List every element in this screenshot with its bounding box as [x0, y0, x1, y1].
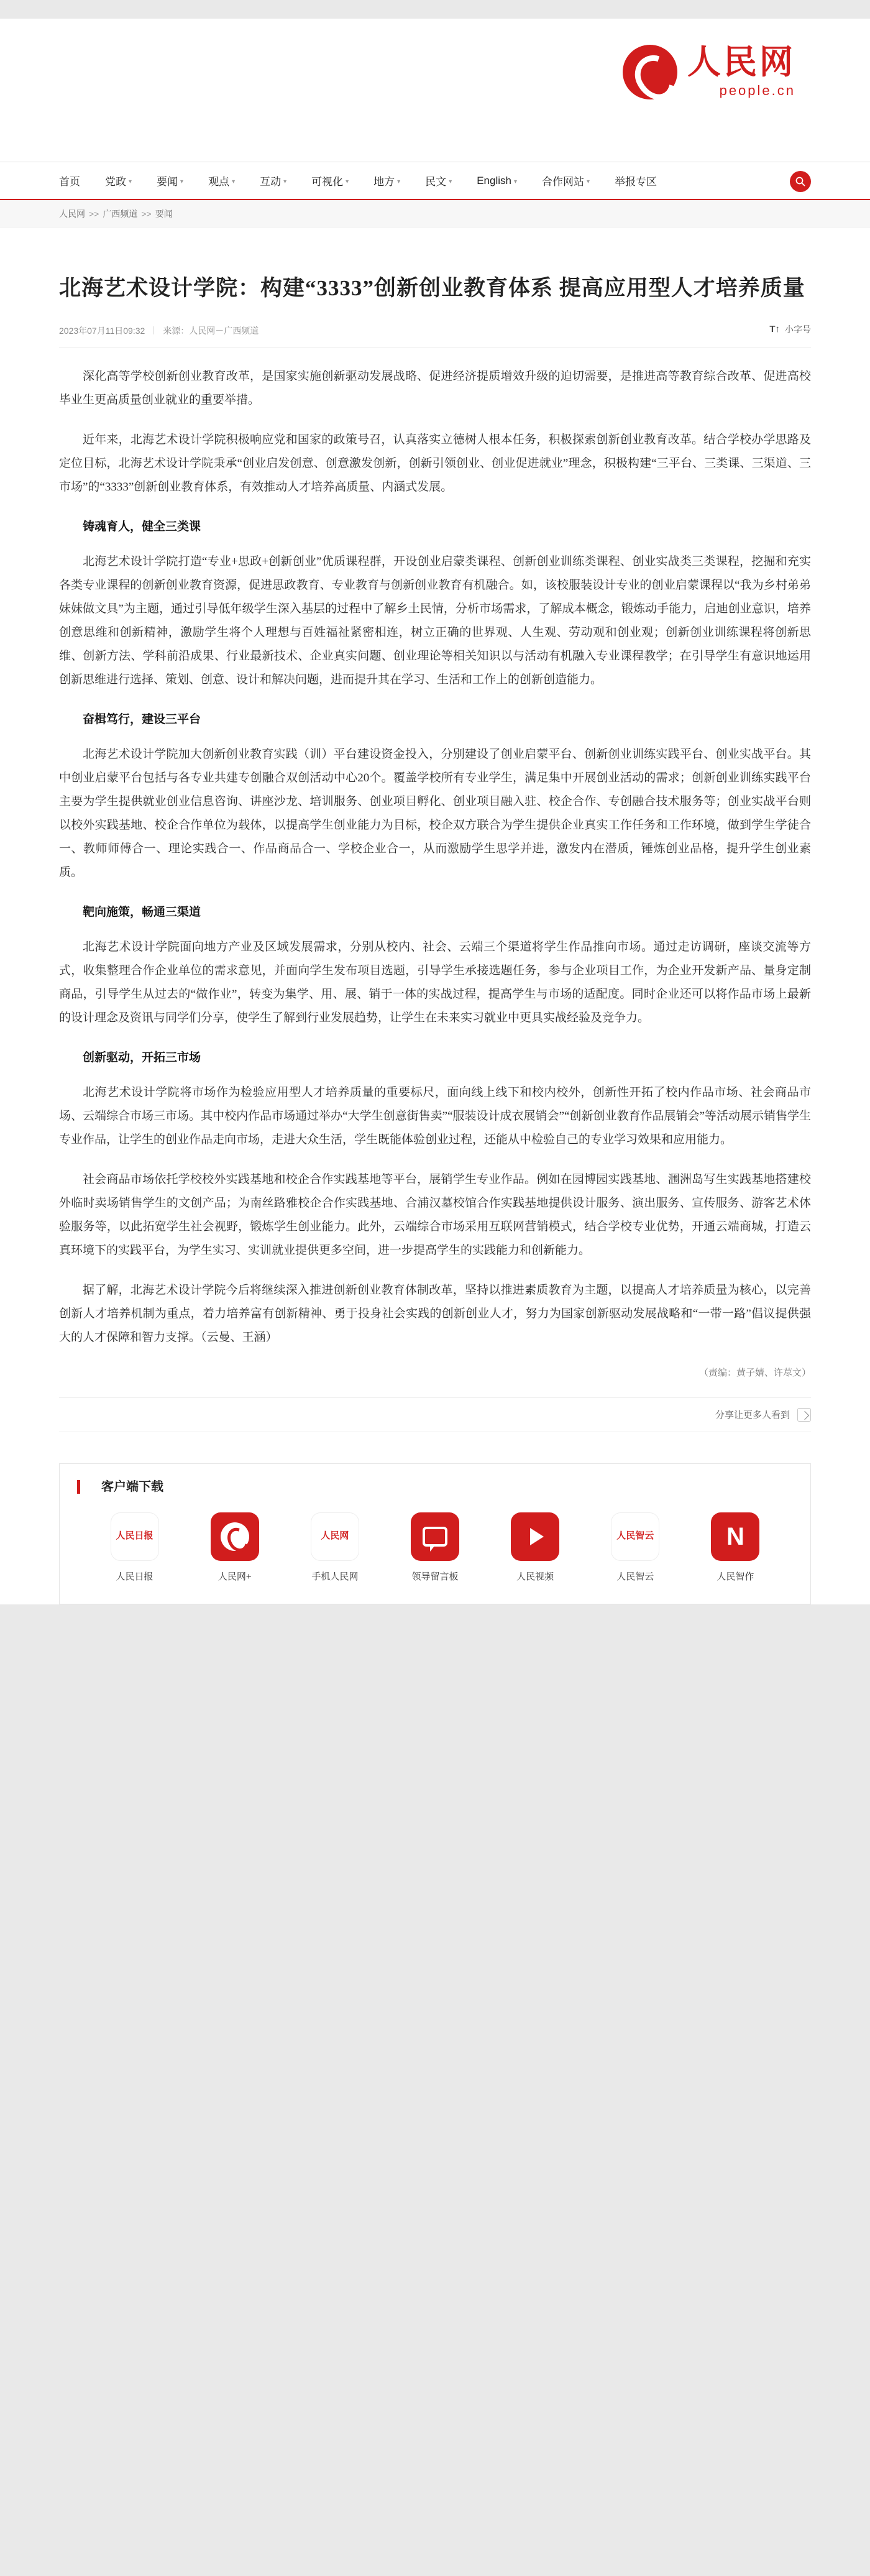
paragraph: 近年来，北海艺术设计学院积极响应党和国家的政策号召，认真落实立德树人根本任务，积极探索创新创业教育改革。结合学校办学思路及定位目标，北海艺术设计学院秉承“创业启发创意、创意激发创新，创新引领创业、创业促进就业”理念，积极构建“三平台、三类课、三渠道、三市场”的“3333”创新创业教育体系，有效推动人才培养高质量、内涵式发展。: [59, 433, 811, 494]
breadcrumb-item-1[interactable]: 广西频道: [103, 208, 138, 219]
nav-label: 可视化: [311, 176, 344, 188]
app-item-people-zhiyun[interactable]: [592, 1512, 679, 1583]
app-item-people-zhizuo[interactable]: [692, 1512, 779, 1583]
app-label: 领导留言板: [411, 1571, 459, 1582]
nav-item-hezuowangzhan[interactable]: [542, 173, 590, 188]
chevron-down-icon: ▾: [397, 178, 401, 185]
people-video-icon: [511, 1512, 559, 1561]
app-item-mobile-people[interactable]: [291, 1512, 378, 1583]
nav-item-guandian[interactable]: [208, 173, 235, 188]
mobile-people-icon: [311, 1512, 359, 1561]
section-subheading: 奋楫笃行，建设三平台: [83, 712, 201, 726]
breadcrumb: [0, 200, 870, 228]
share-label: 分享让更多人看到: [715, 1410, 790, 1421]
paragraph: 北海艺术设计学院面向地方产业及区域发展需求，分别从校内、社会、云端三个渠道将学生作品推向市场。通过走访调研，座谈交流等方式，收集整理合作企业单位的需求意见，并面向学生发布项目选题，引导学生承接选题任务，参与企业项目工作，为企业开发新产品、量身定制商品，引导学生从过去的“做作业”，转变为集学、用、展、销于一体的实战过程，提高学生与市场的适配度。同时企业还可以将作品市场上最新的设计理念及资讯与同学们分享，使学生了解到行业发展趋势，让学生在未来实习就业中更具实战经验及竞争力。: [59, 940, 811, 1024]
chevron-down-icon: ▾: [180, 178, 184, 185]
renmin-ribao-icon-glyph: 人民日报: [116, 1530, 153, 1541]
chevron-down-icon: ▾: [513, 178, 518, 185]
meta-divider: [153, 326, 154, 334]
chevron-down-icon: ▾: [346, 178, 349, 185]
nav-label: English: [477, 174, 511, 186]
chevron-down-icon: ▾: [232, 178, 236, 185]
breadcrumb-item-2[interactable]: 要闻: [155, 208, 173, 219]
article-date: 2023年07月11日09:32: [59, 325, 145, 336]
article: [0, 242, 870, 1432]
nav-label: 合作网站: [542, 176, 585, 188]
editor-credit: （责编：黄子婧、许荩文）: [698, 1368, 811, 1378]
nav-item-english[interactable]: [477, 175, 517, 187]
app-item-message-board[interactable]: [392, 1512, 478, 1583]
play-icon: [530, 1528, 544, 1545]
app-label: 人民网+: [218, 1571, 252, 1582]
nav-item-hudong[interactable]: [260, 173, 286, 188]
chevron-down-icon: ▾: [449, 178, 452, 185]
top-spacer: [0, 0, 870, 19]
app-label: 人民视频: [516, 1571, 554, 1582]
main-nav: [0, 162, 870, 200]
article-source-label: 来源：: [163, 325, 190, 336]
chevron-down-icon: ▾: [129, 178, 132, 185]
site-frame: [0, 19, 870, 1604]
nav-label: 党政: [105, 176, 126, 188]
bottom-spacer: [0, 1642, 870, 1679]
section-subheading: 铸魂育人，健全三类课: [83, 520, 201, 533]
nav-item-jubaozhuanqu[interactable]: [615, 173, 657, 188]
nav-label: 举报专区: [615, 176, 657, 188]
paragraph: 北海艺术设计学院加大创新创业教育实践（训）平台建设资金投入，分别建设了创业启蒙平台、创新创业训练实践平台、创业实战平台。其中创业启蒙平台包括与各专业共建专创融合双创活动中心20个。覆盖学校所有专业学生，满足集中开展创业活动的需求；创新创业训练实践平台主要为学生提供就业创业信息咨询、讲座沙龙、培训服务、创业项目孵化、创业项目融入驻、校企合作、专创融合技术服务等；创业实战平台则以校外实践基地、校企合作单位为载体，以提高学生创业能力为目标，校企双方联合为学生提供企业真实工作任务和工作环境，做到学生学徒合一、教师师傅合一、理论实践合一、作品商品合一、学校企业合一，从而激励学生思学并进，激发内在潜质，锤炼创业品格，提升学生创业素质。: [59, 747, 811, 879]
paragraph: 据了解，北海艺术设计学院今后将继续深入推进创新创业教育体制改革，坚持以推进素质教育为主题，以提高人才培养质量为核心，以完善创新人才培养机制为重点，着力培养富有创新精神、勇于投身社会实践的创新创业人才，努力为国家创新驱动发展战略和“一带一路”倡议提供强大的人才保障和智力支撑。（云曼、王涵）: [59, 1283, 811, 1344]
paragraph: 社会商品市场依托学校校外实践基地和校企合作实践基地等平台，展销学生专业作品。例如在园博园实践基地、涠洲岛写生实践基地搭建校外临时卖场销售学生的文创产品；为南丝路雅校企合作实践基地、合浦汉墓校馆合作实践基地提供设计服务、演出服务、宣传服务、游客艺术体验服务等，以此拓宽学生社会视野，锻炼学生创业能力。此外，云端综合市场采用互联网营销模式，结合学校专业优势，开通云端商城，打造云真环境下的实践平台，为学生实习、实训就业提供更多空间，进一步提高学生的实践能力和创新能力。: [59, 1172, 811, 1257]
share-bar[interactable]: [59, 1397, 811, 1432]
chevron-down-icon: ▾: [283, 178, 287, 185]
app-list: [60, 1512, 810, 1583]
paragraph: 北海艺术设计学院打造“专业+思政+创新创业”优质课程群，开设创业启蒙类课程、创新创业训练类课程、创业实战类三类课程，挖掘和充实各类专业课程的创新创业教育资源，促进思政教育、专业教育与创新创业教育有机融合。如，该校服装设计专业的创业启蒙课程以“我为乡村弟弟妹妹做文具”为主题，通过引导低年级学生深入基层的过程中了解乡土民情，分析市场需求，了解成本概念，锻炼动手能力，启迪创业意识，培养创意思维和创新精神，激励学生将个人理想与百姓福祉紧密相连，树立正确的世界观、人生观、劳动观和创业观；创新创业训练课程将创新思维、创新方法、学科前沿成果、行业最新技术、企业真实问题、创业理论等相关知识以与活动有机融入专业课程教学；在引导学生有意识地运用创新思维进行选择、策划、创意、设计和解决问题，进而提升其在学习、生活和工作上的创新创造能力。: [59, 554, 811, 686]
app-item-people-video[interactable]: [492, 1512, 579, 1583]
nav-label: 民文: [425, 176, 447, 188]
app-label: 人民智作: [717, 1571, 754, 1582]
people-cn-plus-mark: [221, 1522, 249, 1551]
logo-text-cn: 人民网: [687, 44, 795, 81]
app-item-renmin-ribao[interactable]: [91, 1512, 178, 1583]
share-icon[interactable]: [797, 1408, 811, 1422]
people-zhiyun-icon: [611, 1512, 659, 1561]
nav-item-minwen[interactable]: [425, 173, 452, 188]
app-label: 人民日报: [116, 1571, 153, 1582]
breadcrumb-separator: >>: [89, 208, 99, 219]
people-zhizuo-icon-glyph: N: [726, 1522, 744, 1550]
nav-item-dangzheng[interactable]: [105, 173, 132, 188]
font-size-icon: T↑: [769, 324, 780, 335]
search-button[interactable]: [790, 171, 811, 192]
font-size-control[interactable]: [769, 323, 811, 336]
article-body: [59, 365, 811, 1350]
people-logo-icon: [623, 45, 677, 99]
nav-label: 互动: [260, 176, 282, 188]
chevron-down-icon: ▾: [587, 178, 590, 185]
mobile-people-icon-glyph: 人民网: [321, 1530, 349, 1541]
site-header: [0, 19, 870, 162]
nav-label: 地方: [373, 176, 395, 188]
site-logo[interactable]: [623, 45, 795, 99]
nav-item-home[interactable]: [59, 173, 80, 188]
renmin-ribao-icon: [111, 1512, 159, 1561]
section-subheading: 靶向施策，畅通三渠道: [83, 905, 201, 919]
nav-label: 观点: [208, 176, 230, 188]
article-source: 人民网－广西频道: [189, 325, 259, 336]
app-download-section: [59, 1463, 811, 1604]
search-icon: [795, 176, 806, 187]
nav-item-yaowen[interactable]: [157, 173, 183, 188]
page-title: 北海艺术设计学院：构建“3333”创新创业教育体系 提高应用型人才培养质量: [59, 276, 805, 301]
nav-label: 首页: [59, 176, 80, 188]
nav-item-difang[interactable]: [373, 173, 400, 188]
section-subheading: 创新驱动，开拓三市场: [83, 1051, 201, 1064]
app-label: 手机人民网: [311, 1571, 359, 1582]
logo-text-en: people.cn: [719, 83, 795, 98]
article-meta: [59, 324, 811, 347]
people-zhizuo-icon: [711, 1512, 759, 1561]
app-label: 人民智云: [616, 1571, 654, 1582]
breadcrumb-item-0[interactable]: 人民网: [59, 208, 85, 219]
breadcrumb-separator: >>: [141, 208, 152, 219]
app-item-people-cn-plus[interactable]: [191, 1512, 278, 1583]
people-zhiyun-icon-glyph: 人民智云: [616, 1530, 654, 1541]
speech-bubble-icon: [423, 1527, 447, 1547]
nav-label: 要闻: [157, 176, 178, 188]
paragraph: 北海艺术设计学院将市场作为检验应用型人才培养质量的重要标尺，面向线上线下和校内校外，创新性开拓了校内作品市场、社会商品市场、云端综合市场三市场。其中校内作品市场通过举办“大学生创意街售卖”“服装设计成衣展销会”“创新创业教育作品展销会”等活动展示销售学生专业作品，让学生的创业作品走向市场，走进大众生活，学生既能体验创业过程，还能从中检验自己的专业学习效果和应用能力。: [59, 1085, 811, 1146]
font-size-label[interactable]: 小字号: [785, 324, 811, 334]
people-cn-plus-icon: [211, 1512, 259, 1561]
message-board-icon: [411, 1512, 459, 1561]
app-download-title: 客户端下载: [77, 1480, 810, 1494]
nav-item-keshihua[interactable]: [311, 173, 349, 188]
paragraph: 深化高等学校创新创业教育改革，是国家实施创新驱动发展战略、促进经济提质增效升级的迫切需要，是推进高等教育综合改革、促进高校毕业生更高质量创业就业的重要举措。: [59, 369, 811, 407]
